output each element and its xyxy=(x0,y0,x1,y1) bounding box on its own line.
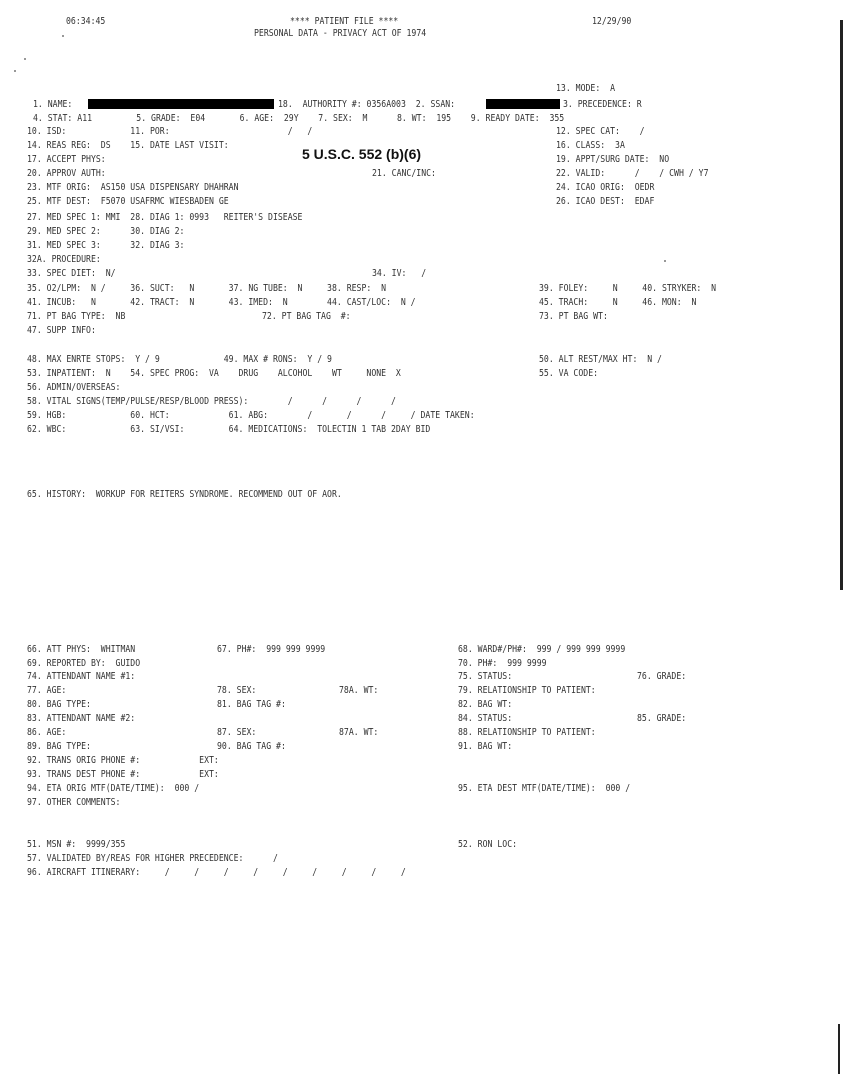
form-field-line: 53. INPATIENT: N 54. SPEC PROG: VA DRUG ALCOHOL WT NONE X xyxy=(27,368,401,379)
scan-speck xyxy=(24,58,26,60)
scan-speck xyxy=(14,70,16,72)
form-field-line: 59. HGB: 60. HCT: 61. ABG: / / / / DATE TAKEN: xyxy=(27,410,475,421)
form-field-line: 82. BAG WT: xyxy=(458,699,513,710)
form-field-line: 74. ATTENDANT NAME #1: xyxy=(27,671,136,682)
scan-speck xyxy=(62,35,64,37)
report-date: 12/29/90 xyxy=(592,16,632,27)
scan-right-edge xyxy=(840,20,843,590)
form-field-line: 88. RELATIONSHIP TO PATIENT: xyxy=(458,727,596,738)
form-field-line: 33. SPEC DIET: N/ xyxy=(27,268,116,279)
form-field-line: 93. TRANS DEST PHONE #: EXT: xyxy=(27,769,219,780)
form-field-line: 71. PT BAG TYPE: NB xyxy=(27,311,126,322)
form-field-line: 66. ATT PHYS: WHITMAN xyxy=(27,644,136,655)
form-field-line: 70. PH#: 999 9999 xyxy=(458,658,547,669)
form-field-line: 52. RON LOC: xyxy=(458,839,518,850)
form-field-line: 87. SEX: xyxy=(217,727,257,738)
form-field-line: 1. NAME: xyxy=(33,99,73,110)
form-field-line: 77. AGE: xyxy=(27,685,67,696)
form-field-line: 32A. PROCEDURE: xyxy=(27,254,101,265)
form-field-line: 56. ADMIN/OVERSEAS: xyxy=(27,382,121,393)
form-field-line: 67. PH#: 999 999 9999 xyxy=(217,644,326,655)
form-field-line: 57. VALIDATED BY/REAS FOR HIGHER PRECEDENCE: / xyxy=(27,853,278,864)
form-field-line: 50. ALT REST/MAX HT: N / xyxy=(539,354,662,365)
form-field-line: 90. BAG TAG #: xyxy=(217,741,286,752)
form-field-line: 23. MTF ORIG: AS150 USA DISPENSARY DHAHRAN xyxy=(27,182,239,193)
form-field-line: 80. BAG TYPE: xyxy=(27,699,91,710)
form-field-line: 16. CLASS: 3A xyxy=(556,140,625,151)
form-field-line: 31. MED SPEC 3: 32. DIAG 3: xyxy=(27,240,185,251)
form-field-line: 75. STATUS: xyxy=(458,671,513,682)
foia-exemption-stamp: 5 U.S.C. 552 (b)(6) xyxy=(302,146,422,162)
form-field-line: 83. ATTENDANT NAME #2: xyxy=(27,713,136,724)
form-field-line: 47. SUPP INFO: xyxy=(27,325,96,336)
redacted-name xyxy=(88,99,274,109)
form-field-line: 17. ACCEPT PHYS: xyxy=(27,154,106,165)
form-field-line: 41. INCUB: N 42. TRACT: N 43. IMED: N 44. CAST/LOC: N / xyxy=(27,297,416,308)
form-field-line: 13. MODE: A xyxy=(556,83,616,94)
form-field-line: 3. PRECEDENCE: R xyxy=(563,99,642,110)
form-field-line: 26. ICAO DEST: EDAF xyxy=(556,196,655,207)
document-subtitle: PERSONAL DATA - PRIVACY ACT OF 1974 xyxy=(254,28,427,39)
form-field-line: 48. MAX ENRTE STOPS: Y / 9 49. MAX # RONS: Y / 9 xyxy=(27,354,332,365)
form-field-line: 87A. WT: xyxy=(339,727,379,738)
form-field-line: 45. TRACH: N 46. MON: N xyxy=(539,297,697,308)
scan-speck xyxy=(664,260,666,262)
form-field-line: 55. VA CODE: xyxy=(539,368,599,379)
form-field-line: 35. O2/LPM: N / 36. SUCT: N 37. NG TUBE: N 38. RESP: N xyxy=(27,283,387,294)
form-field-line: 22. VALID: / / CWH / Y7 xyxy=(556,168,709,179)
form-field-line: 89. BAG TYPE: xyxy=(27,741,91,752)
form-field-line: 12. SPEC CAT: / xyxy=(556,126,645,137)
form-field-line: 29. MED SPEC 2: 30. DIAG 2: xyxy=(27,226,185,237)
form-field-line: 92. TRANS ORIG PHONE #: EXT: xyxy=(27,755,219,766)
form-field-line: 69. REPORTED BY: GUIDO xyxy=(27,658,141,669)
form-field-line: 62. WBC: 63. SI/VSI: 64. MEDICATIONS: TOLECTIN 1 TAB 2DAY BID xyxy=(27,424,431,435)
form-field-line: 85. GRADE: xyxy=(637,713,687,724)
form-field-line: 27. MED SPEC 1: MMI 28. DIAG 1: 0993 REITER'S DISEASE xyxy=(27,212,303,223)
form-field-line: 96. AIRCRAFT ITINERARY: / / / / / / / / / xyxy=(27,867,406,878)
form-field-line: 4. STAT: A11 5. GRADE: E04 6. AGE: 29Y 7. SEX: M 8. WT: 195 9. READY DATE: 355 xyxy=(33,113,565,124)
form-field-line: 94. ETA ORIG MTF(DATE/TIME): 000 / xyxy=(27,783,200,794)
document-title: **** PATIENT FILE **** xyxy=(290,16,399,27)
form-field-line: 95. ETA DEST MTF(DATE/TIME): 000 / xyxy=(458,783,631,794)
form-field-line: 84. STATUS: xyxy=(458,713,513,724)
form-field-line: 21. CANC/INC: xyxy=(372,168,436,179)
form-field-line: 81. BAG TAG #: xyxy=(217,699,286,710)
form-field-line: 78. SEX: xyxy=(217,685,257,696)
form-field-line: 68. WARD#/PH#: 999 / 999 999 9999 xyxy=(458,644,626,655)
redacted-ssan xyxy=(486,99,560,109)
form-field-line: 24. ICAO ORIG: OEDR xyxy=(556,182,655,193)
form-field-line: 14. REAS REG: DS 15. DATE LAST VISIT: xyxy=(27,140,229,151)
form-field-line: 39. FOLEY: N 40. STRYKER: N xyxy=(539,283,717,294)
form-field-line: 79. RELATIONSHIP TO PATIENT: xyxy=(458,685,596,696)
form-field-line: 18. AUTHORITY #: 0356A003 2. SSAN: xyxy=(278,99,456,110)
form-field-line: 73. PT BAG WT: xyxy=(539,311,608,322)
form-field-line: 25. MTF DEST: F5070 USAFRMC WIESBADEN GE xyxy=(27,196,229,207)
form-field-line: 19. APPT/SURG DATE: NO xyxy=(556,154,670,165)
form-field-line: 51. MSN #: 9999/355 xyxy=(27,839,126,850)
form-field-line: 76. GRADE: xyxy=(637,671,687,682)
form-field-line: 34. IV: / xyxy=(372,268,427,279)
form-field-line: 20. APPROV AUTH: xyxy=(27,168,106,179)
report-time: 06:34:45 xyxy=(66,16,106,27)
form-field-line: 65. HISTORY: WORKUP FOR REITERS SYNDROME. RECOMMEND OUT OF AOR. xyxy=(27,489,342,500)
form-field-line: 72. PT BAG TAG #: xyxy=(262,311,351,322)
form-field-line: 86. AGE: xyxy=(27,727,67,738)
scan-right-edge-lower xyxy=(838,1024,840,1074)
form-field-line: 58. VITAL SIGNS(TEMP/PULSE/RESP/BLOOD PRESS): / / / / xyxy=(27,396,396,407)
form-field-line: 10. ISD: 11. POR: / / xyxy=(27,126,313,137)
form-field-line: 78A. WT: xyxy=(339,685,379,696)
form-field-line: 91. BAG WT: xyxy=(458,741,513,752)
form-field-line: 97. OTHER COMMENTS: xyxy=(27,797,121,808)
